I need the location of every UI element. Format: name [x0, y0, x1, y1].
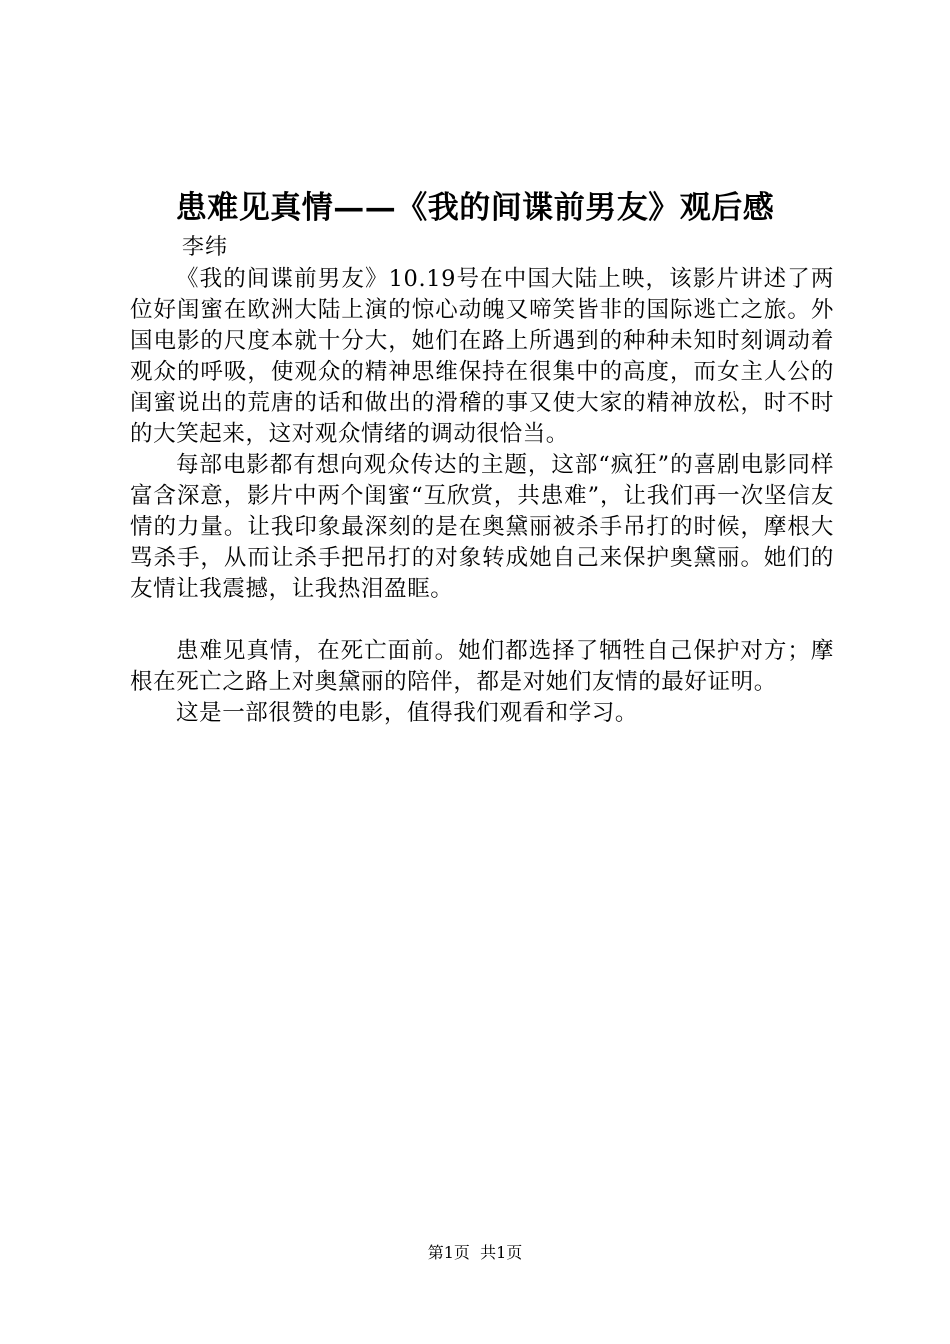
paragraph-4: 这是一部很赞的电影，值得我们观看和学习。 — [176, 700, 639, 726]
paragraph-1: 《我的间谍前男友》10.19号在中国大陆上映，该影片讲述了两位好闺蜜在欧洲大陆上演的惊心动魄又啼笑皆非的国际逃亡之旅。外国电影的尺度本就十分大，她们在路上所遇到的种种未知时刻调动着观众的呼吸，使观众的精神思维保持在很集中的高度，而女主人公的闺蜜说出的荒唐的话和做出的滑稽的事又使大家的精神放松，时不时的大笑起来，这对观众情绪的调动很恰当。 — [130, 266, 834, 447]
author-name: 李纬 — [182, 235, 229, 260]
paragraph-2: 每部电影都有想向观众传达的主题，这部“疯狂”的喜剧电影同样富含深意，影片中两个闺蜜“互欣赏，共患难”，让我们再一次坚信友情的力量。让我印象最深刻的是在奥黛丽被杀手吊打的时候，摩根大骂杀手，从而让杀手把吊打的对象转成她自己来保护奥黛丽。她们的友情让我震撼，让我热泪盈眶。 — [130, 452, 834, 602]
document-title: 患难见真情——《我的间谍前男友》观后感 — [175, 190, 775, 226]
page-footer: 第1页 共1页 — [427, 1243, 523, 1262]
paragraph-3: 患难见真情，在死亡面前。她们都选择了牺牲自己保护对方；摩根在死亡之路上对奥黛丽的陪伴，都是对她们友情的最好证明。 — [130, 638, 834, 695]
document-body — [130, 264, 834, 729]
